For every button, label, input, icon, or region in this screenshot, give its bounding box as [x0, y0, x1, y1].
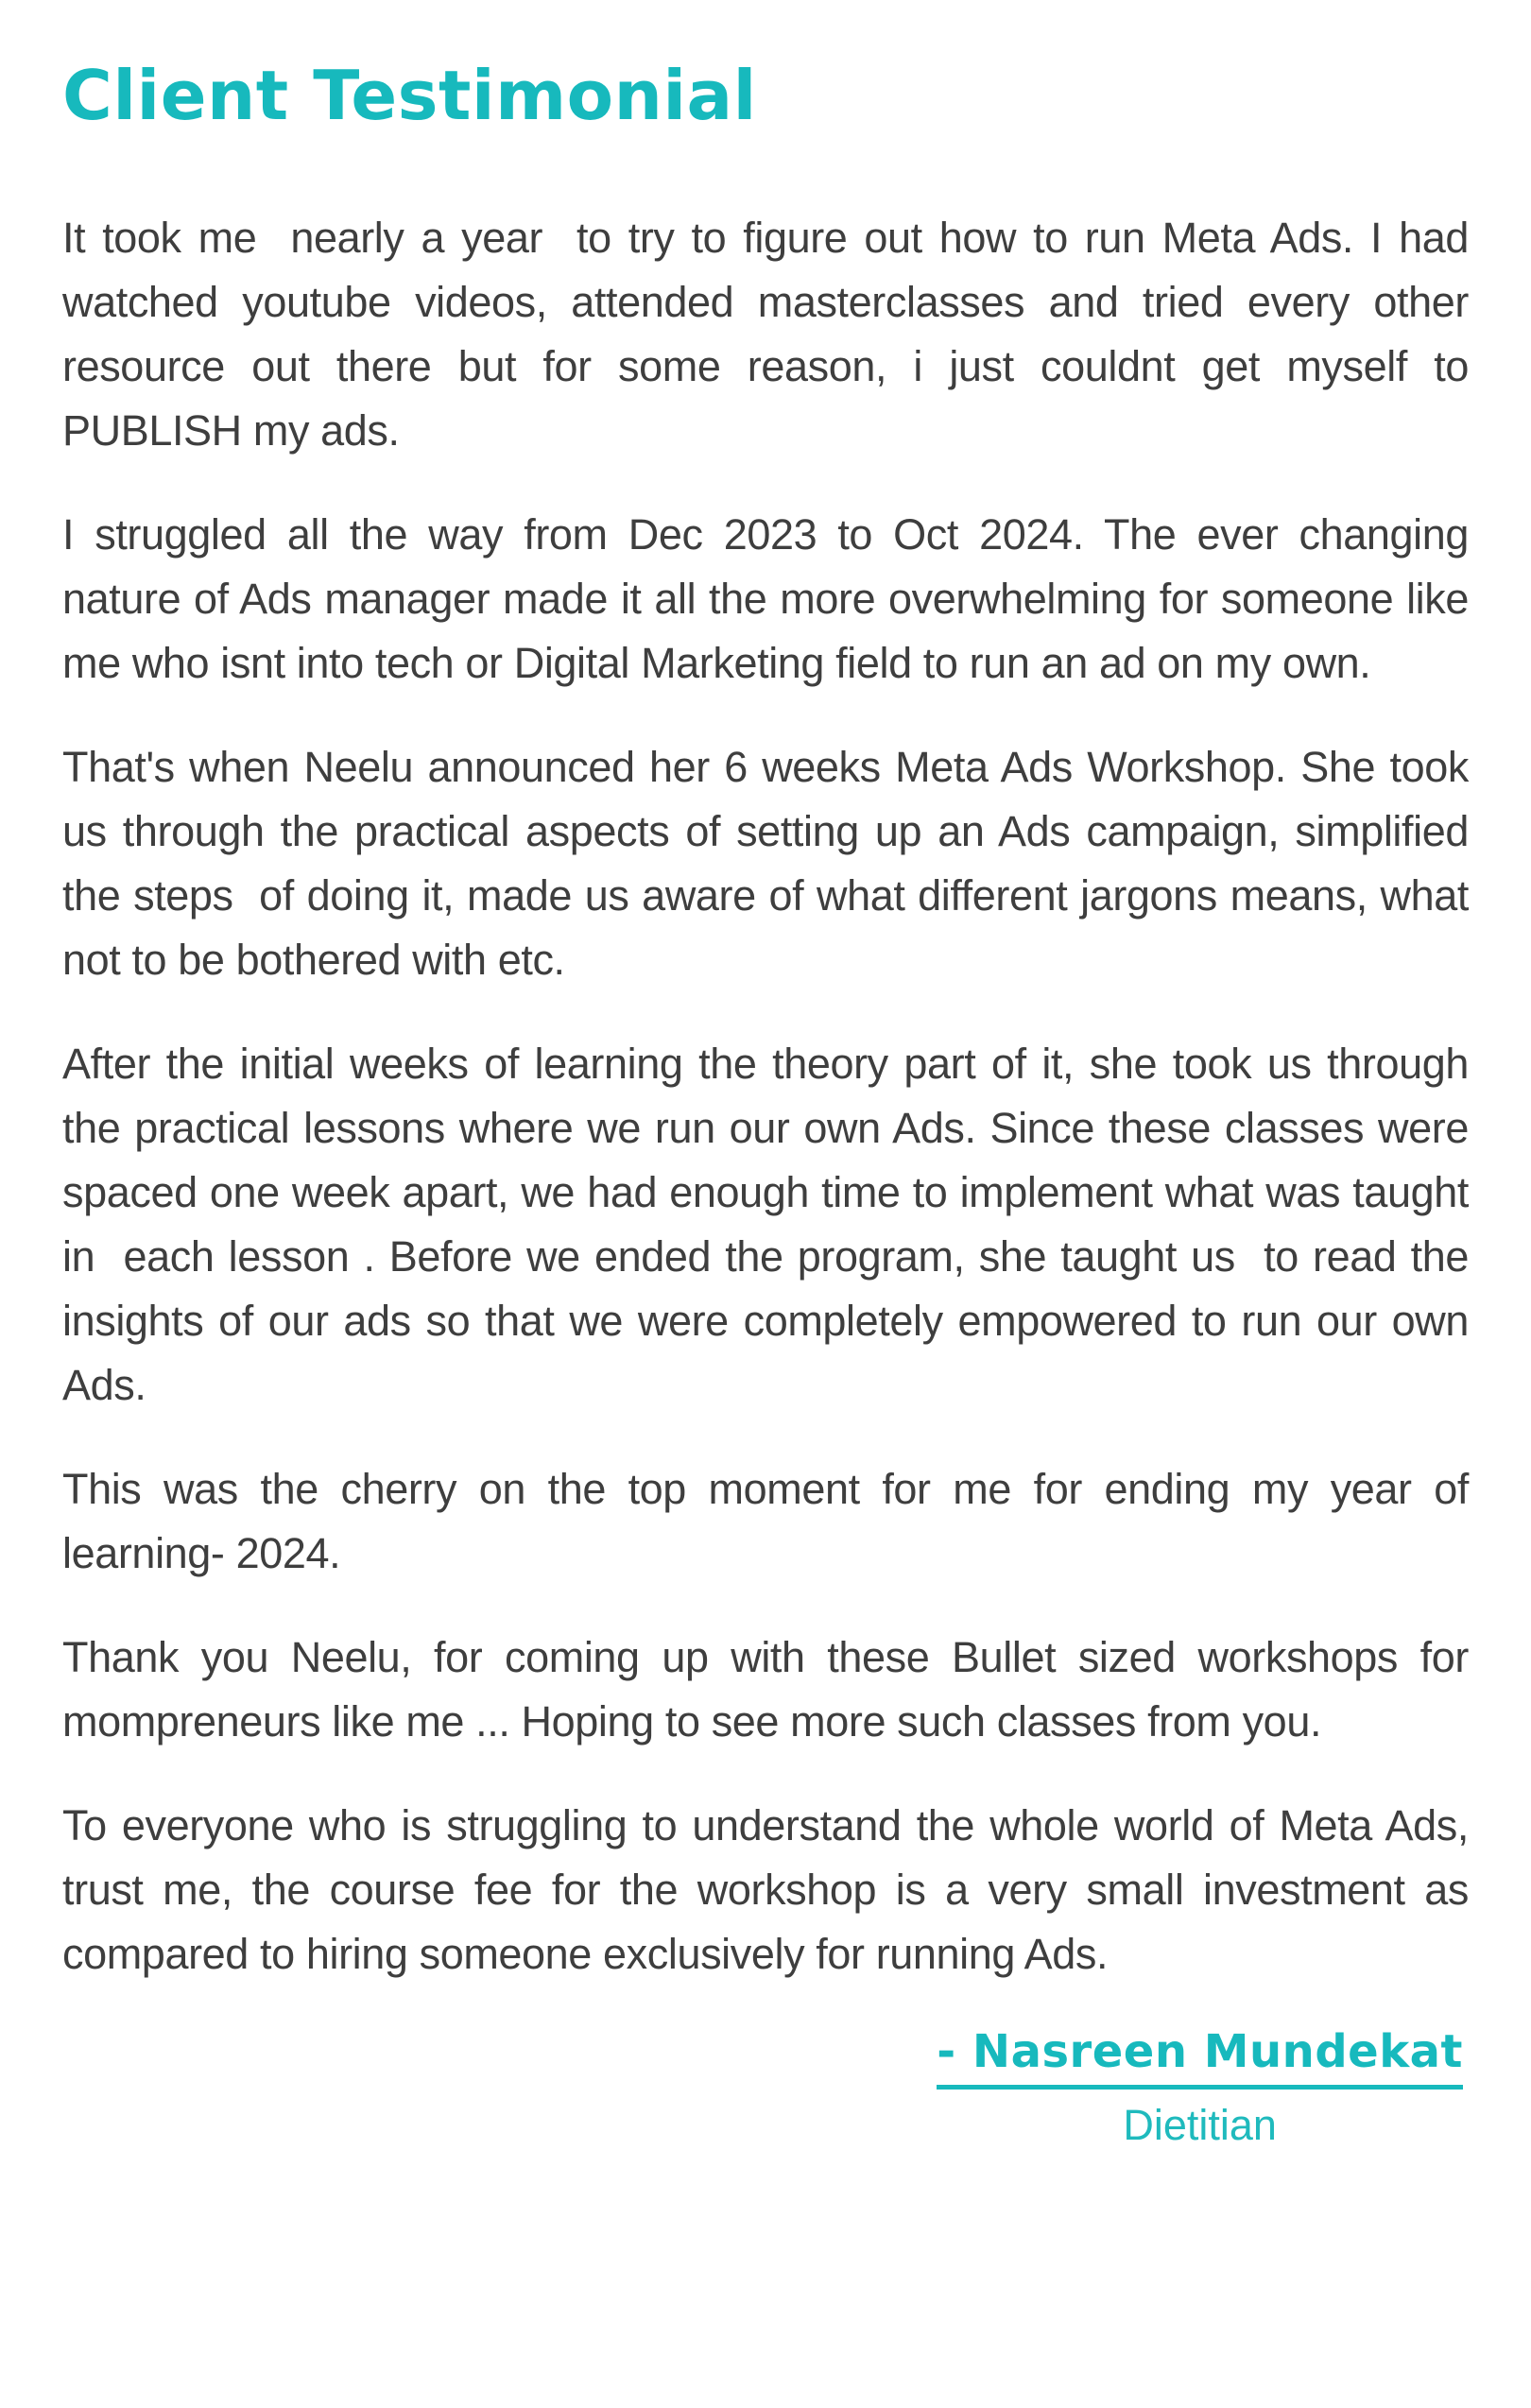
testimonial-paragraph: Thank you Neelu, for coming up with these Bullet sized workshops for mompreneurs like me ... Hoping to see more such classes from you. [62, 1633, 1481, 1746]
testimonial-paragraph: It took me nearly a year to try to figure out how to run Meta Ads. I had watched youtube videos, attended masterclasses and tried every other resource out there but for some reason, i just couldnt get myself to PUBLISH my ads. [62, 214, 1481, 455]
signature-role: Dietitian [1123, 2101, 1277, 2149]
signature-inner [937, 2026, 1463, 2150]
testimonial-paragraph: To everyone who is struggling to understand the whole world of Meta Ads, trust me, the course fee for the workshop is a very small investment as compared to hiring someone exclusively for running Ads. [62, 1801, 1481, 1978]
testimonial-paragraph: That's when Neelu announced her 6 weeks Meta Ads Workshop. She took us through the practical aspects of setting up an Ads campaign, simplified the steps of doing it, made us aware of what different jargons means, what not to be bothered with etc. [62, 743, 1481, 984]
testimonial-paragraph: I struggled all the way from Dec 2023 to Oct 2024. The ever changing nature of Ads manager made it all the more overwhelming for someone like me who isnt into tech or Digital Marketing field to run an ad on my own. [62, 510, 1481, 687]
signature-name: - Nasreen Mundekat [937, 2026, 1463, 2090]
signature-block [62, 2026, 1469, 2150]
testimonial-paragraph: This was the cherry on the top moment for me for ending my year of learning- 2024. [62, 1465, 1481, 1577]
page-title: Client Testimonial [62, 56, 757, 135]
testimonial-paragraph: After the initial weeks of learning the theory part of it, she took us through the practical lessons where we run our own Ads. Since these classes were spaced one week apart, we had enough time to implement what was taught in each lesson . Before we ended the program, she taught us to read the insights of our ads so that we were completely empowered to run our own Ads. [62, 1040, 1481, 1409]
